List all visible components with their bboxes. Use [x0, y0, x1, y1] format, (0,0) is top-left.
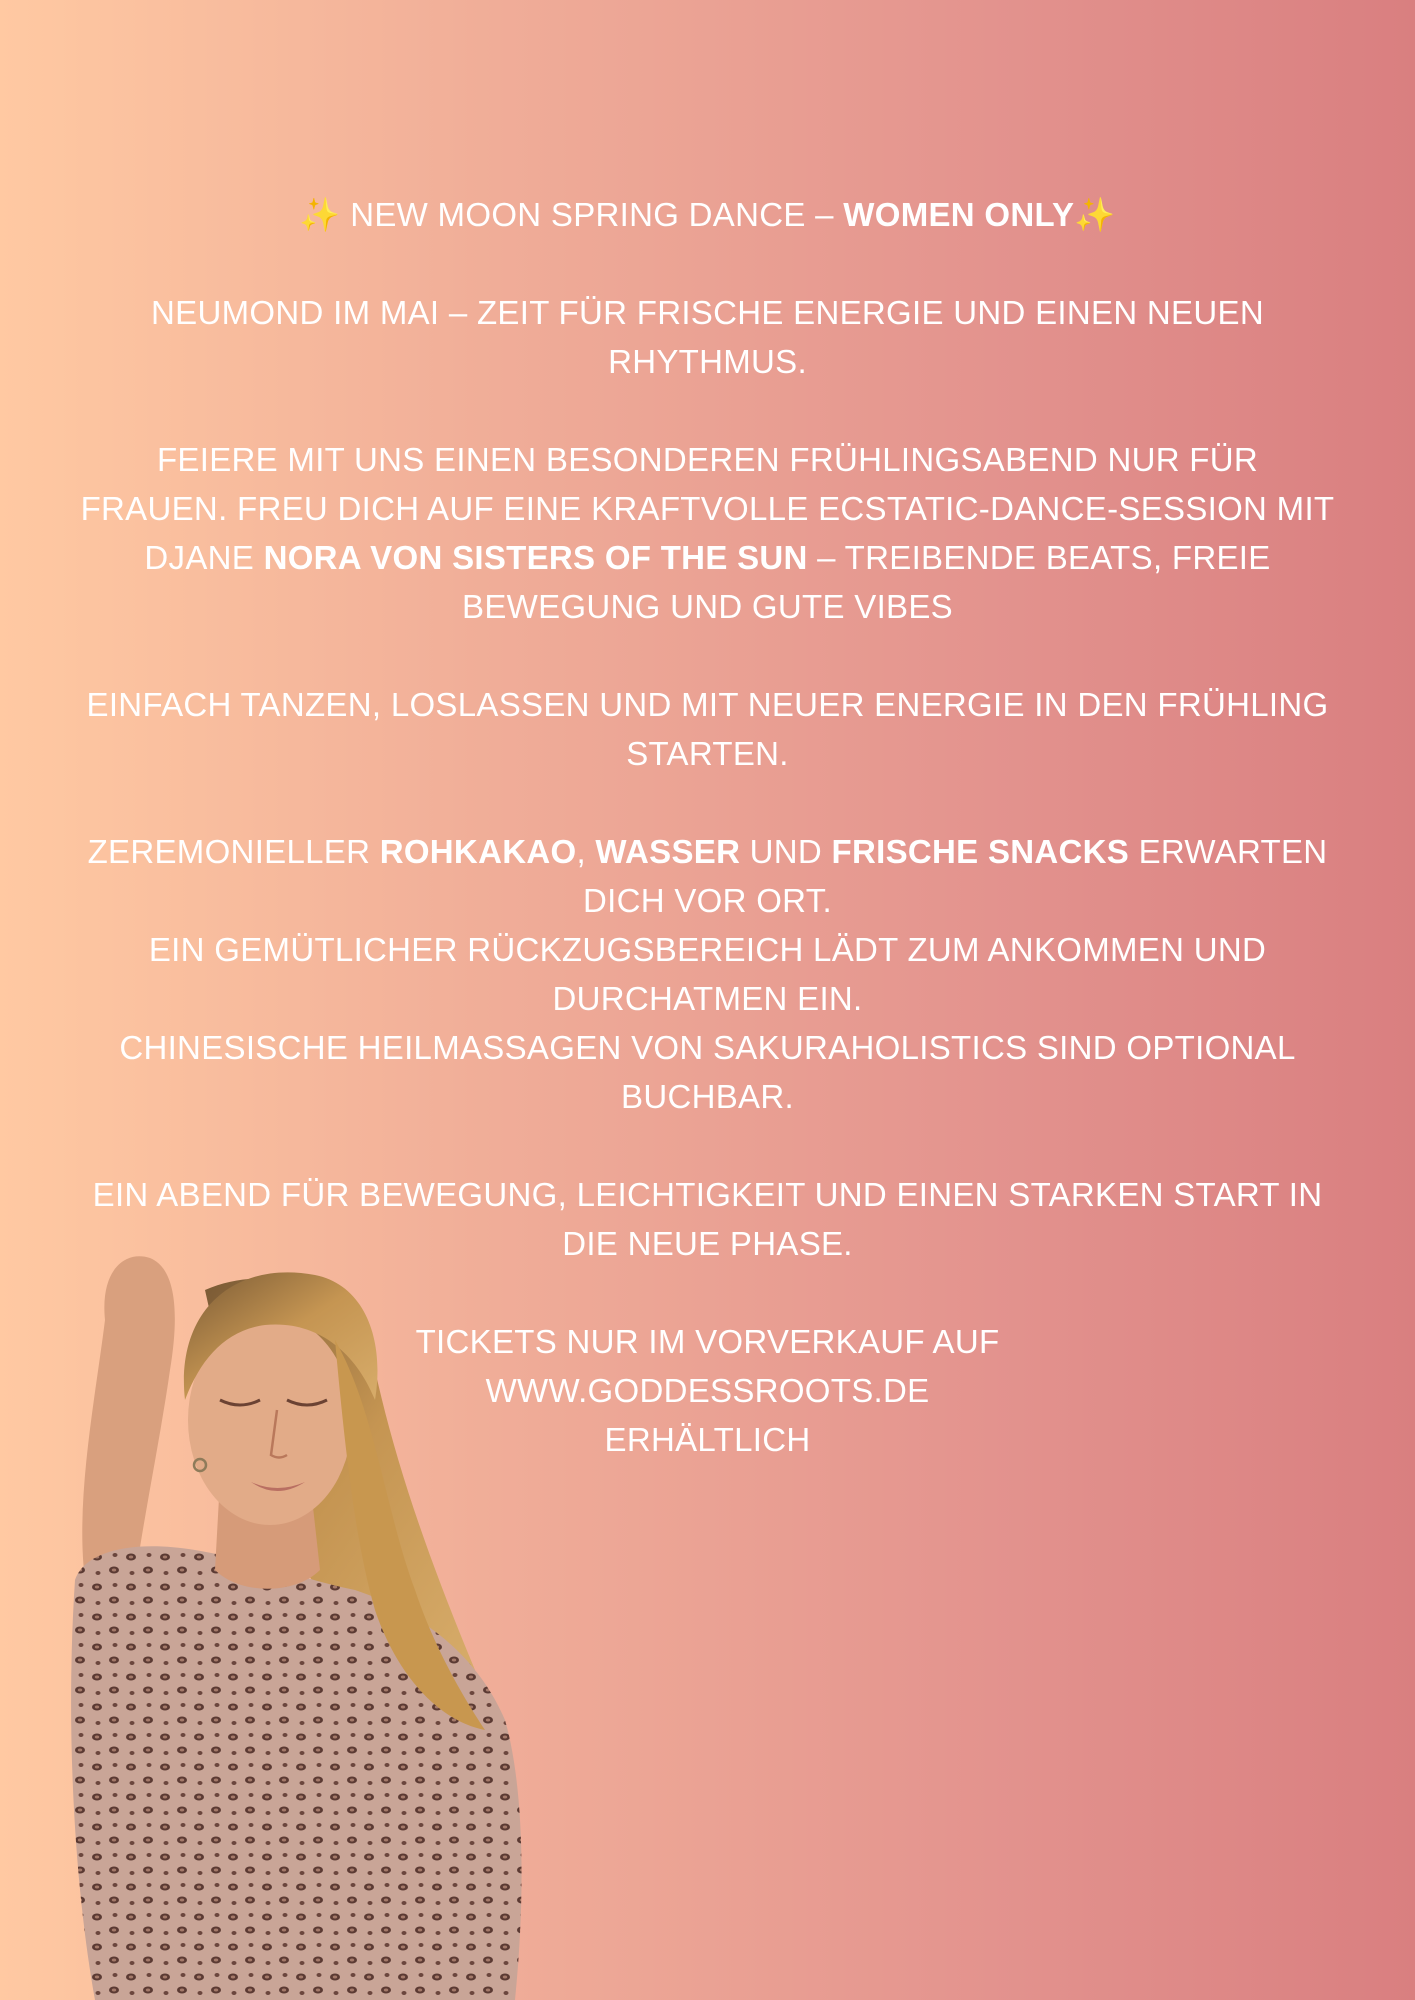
offering-snacks: FRISCHE SNACKS	[831, 833, 1130, 870]
offering-cacao: ROHKAKAO	[379, 833, 577, 870]
description-text: FEIERE MIT UNS EINEN BESONDEREN FRÜHLINGSABEND NUR FÜR FRAUEN. FREU DICH AUF EINE KRAFTVOLLE ECSTATIC-DANCE-SESSION MIT DJANE	[80, 441, 1335, 576]
sparkle-icon: ✨	[299, 196, 341, 233]
woman-portrait-image	[55, 1250, 575, 2000]
sparkle-icon: ✨	[1074, 196, 1116, 233]
description-text-end: – TREIBENDE BEATS, FREIE BEWEGUNG UND GUTE VIBES	[462, 539, 1271, 625]
offering-water: WASSER	[595, 833, 741, 870]
event-title	[80, 190, 1335, 239]
title-emphasis: WOMEN ONLY	[843, 196, 1075, 233]
tickets-text-end: ERHÄLTLICH	[604, 1421, 811, 1458]
offerings-paragraph	[80, 827, 1335, 1121]
retreat-area-text: EIN GEMÜTLICHER RÜCKZUGSBEREICH LÄDT ZUM ANKOMMEN UND DURCHATMEN EIN.	[148, 931, 1267, 1017]
separator: UND	[740, 833, 832, 870]
dance-paragraph: EINFACH TANZEN, LOSLASSEN UND MIT NEUER ENERGIE IN DEN FRÜHLING STARTEN.	[86, 686, 1329, 772]
closing-paragraph: EIN ABEND FÜR BEWEGUNG, LEICHTIGKEIT UND EINEN STARKEN START IN DIE NEUE PHASE.	[92, 1176, 1323, 1262]
tickets-url[interactable]: WWW.GODDESSROOTS.DE	[485, 1372, 930, 1409]
intro-paragraph: NEUMOND IM MAI – ZEIT FÜR FRISCHE ENERGIE UND EINEN NEUEN RHYTHMUS.	[151, 294, 1264, 380]
dj-name: NORA VON SISTERS OF THE SUN	[263, 539, 808, 576]
title-text: NEW MOON SPRING DANCE –	[350, 196, 844, 233]
tickets-text: TICKETS NUR IM VORVERKAUF AUF	[415, 1323, 1000, 1360]
offerings-text: ZEREMONIELLER	[87, 833, 380, 870]
massage-text: CHINESISCHE HEILMASSAGEN VON SAKURAHOLISTICS SIND OPTIONAL BUCHBAR.	[119, 1029, 1296, 1115]
offerings-text-end: ERWARTEN DICH VOR ORT.	[583, 833, 1328, 919]
separator: ,	[576, 833, 596, 870]
description-paragraph	[80, 435, 1335, 631]
